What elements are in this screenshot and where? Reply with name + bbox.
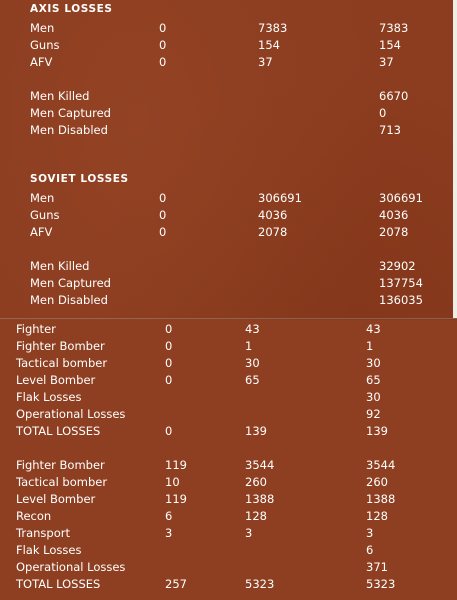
soviet-men-disabled <box>0 292 457 309</box>
row-value-total: 1 <box>366 339 374 353</box>
row-value-total: 3544 <box>366 458 396 472</box>
summary-value: 0 <box>379 106 387 120</box>
row-value-total: 3 <box>366 526 374 540</box>
row-value-1: 0 <box>159 225 167 239</box>
row-value-total: 1388 <box>366 492 396 506</box>
row-label: Level Bomber <box>16 373 96 387</box>
summary-value: 6670 <box>379 89 409 103</box>
row-value-2: 30 <box>245 356 260 370</box>
row-value-1: 0 <box>159 191 167 205</box>
row-value-1: 0 <box>165 424 173 438</box>
summary-value: 137754 <box>379 276 423 290</box>
air-soviet-row-recon <box>0 508 457 525</box>
row-value-2: 306691 <box>258 191 302 205</box>
row-value-total: 154 <box>379 38 401 52</box>
row-value-total: 37 <box>379 55 394 69</box>
row-value-2: 128 <box>245 509 267 523</box>
axis-men-killed <box>0 88 457 105</box>
row-label: Fighter <box>16 322 56 336</box>
row-value-total: 2078 <box>379 225 409 239</box>
row-label: Transport <box>16 526 70 540</box>
air-axis-row-tactical-bomber <box>0 355 457 372</box>
row-value-total: 371 <box>366 560 388 574</box>
row-value-1: 0 <box>165 339 173 353</box>
row-value-2: 37 <box>258 55 273 69</box>
row-value-total: 5323 <box>366 577 396 591</box>
row-value-1: 0 <box>165 356 173 370</box>
axis-row-guns <box>0 37 457 54</box>
row-value-1: 119 <box>165 492 187 506</box>
air-soviet-row-transport <box>0 525 457 542</box>
row-label: Tactical bomber <box>16 475 108 489</box>
row-label: Men <box>30 191 55 205</box>
window-edge <box>453 0 457 318</box>
air-axis-row-level-bomber <box>0 372 457 389</box>
row-label: Flak Losses <box>16 543 82 557</box>
row-value-total: 4036 <box>379 208 409 222</box>
summary-value: 713 <box>379 123 401 137</box>
row-label: Operational Losses <box>16 407 126 421</box>
row-value-total: 6 <box>366 543 374 557</box>
row-label: Flak Losses <box>16 390 82 404</box>
row-value-2: 154 <box>258 38 280 52</box>
summary-value: 136035 <box>379 293 423 307</box>
row-value-total: 139 <box>366 424 388 438</box>
air-axis-row-total-losses <box>0 423 457 440</box>
row-value-total: 260 <box>366 475 388 489</box>
row-value-2: 7383 <box>258 21 288 35</box>
soviet-losses-title: SOVIET LOSSES <box>30 173 129 185</box>
air-axis-row-operational-losses <box>0 406 457 423</box>
soviet-row-guns <box>0 207 457 224</box>
row-value-total: 92 <box>366 407 381 421</box>
axis-losses-title: AXIS LOSSES <box>30 3 113 15</box>
summary-label: Men Disabled <box>30 123 108 137</box>
row-label: Fighter Bomber <box>16 339 105 353</box>
row-value-2: 3544 <box>245 458 275 472</box>
row-label: AFV <box>30 225 53 239</box>
row-value-2: 4036 <box>258 208 288 222</box>
row-value-2: 3 <box>245 526 253 540</box>
air-soviet-row-tactical-bomber <box>0 474 457 491</box>
soviet-row-afv <box>0 224 457 241</box>
air-axis-row-fighter-bomber <box>0 338 457 355</box>
row-label: TOTAL LOSSES <box>16 424 101 438</box>
row-label: Guns <box>30 38 60 52</box>
axis-men-disabled <box>0 122 457 139</box>
row-value-2: 5323 <box>245 577 275 591</box>
axis-row-afv <box>0 54 457 71</box>
air-soviet-row-level-bomber <box>0 491 457 508</box>
row-label: TOTAL LOSSES <box>16 577 101 591</box>
row-value-2: 260 <box>245 475 267 489</box>
row-label: Men <box>30 21 55 35</box>
air-axis-row-fighter <box>0 321 457 338</box>
summary-label: Men Captured <box>30 276 111 290</box>
row-label: Level Bomber <box>16 492 96 506</box>
row-label: Guns <box>30 208 60 222</box>
row-value-total: 7383 <box>379 21 409 35</box>
row-label: Operational Losses <box>16 560 126 574</box>
row-value-1: 0 <box>165 322 173 336</box>
row-value-1: 10 <box>165 475 180 489</box>
row-value-1: 6 <box>165 509 173 523</box>
row-value-1: 0 <box>159 38 167 52</box>
row-value-total: 128 <box>366 509 388 523</box>
soviet-men-killed <box>0 258 457 275</box>
row-value-1: 257 <box>165 577 187 591</box>
row-label: Fighter Bomber <box>16 458 105 472</box>
air-soviet-row-fighter-bomber <box>0 457 457 474</box>
row-label: Recon <box>16 509 52 523</box>
row-label: AFV <box>30 55 53 69</box>
soviet-row-men <box>0 190 457 207</box>
row-value-1: 0 <box>159 55 167 69</box>
row-value-1: 0 <box>159 208 167 222</box>
air-soviet-row-flak-losses <box>0 542 457 559</box>
row-value-total: 306691 <box>379 191 423 205</box>
summary-label: Men Killed <box>30 259 90 273</box>
air-soviet-row-total-losses <box>0 576 457 593</box>
soviet-men-captured <box>0 275 457 292</box>
air-losses-panel <box>0 320 457 600</box>
row-value-1: 119 <box>165 458 187 472</box>
axis-men-captured <box>0 105 457 122</box>
row-value-total: 30 <box>366 356 381 370</box>
summary-value: 32902 <box>379 259 416 273</box>
row-value-2: 1 <box>245 339 253 353</box>
row-value-1: 0 <box>165 373 173 387</box>
summary-label: Men Disabled <box>30 293 108 307</box>
row-value-total: 30 <box>366 390 381 404</box>
axis-row-men <box>0 20 457 37</box>
row-value-2: 139 <box>245 424 267 438</box>
row-label: Tactical bomber <box>16 356 108 370</box>
row-value-1: 0 <box>159 21 167 35</box>
row-value-2: 43 <box>245 322 260 336</box>
air-soviet-row-operational-losses <box>0 559 457 576</box>
summary-label: Men Killed <box>30 89 90 103</box>
row-value-total: 43 <box>366 322 381 336</box>
row-value-2: 1388 <box>245 492 275 506</box>
air-axis-row-flak-losses <box>0 389 457 406</box>
summary-label: Men Captured <box>30 106 111 120</box>
row-value-2: 2078 <box>258 225 288 239</box>
row-value-2: 65 <box>245 373 260 387</box>
row-value-1: 3 <box>165 526 173 540</box>
row-value-total: 65 <box>366 373 381 387</box>
